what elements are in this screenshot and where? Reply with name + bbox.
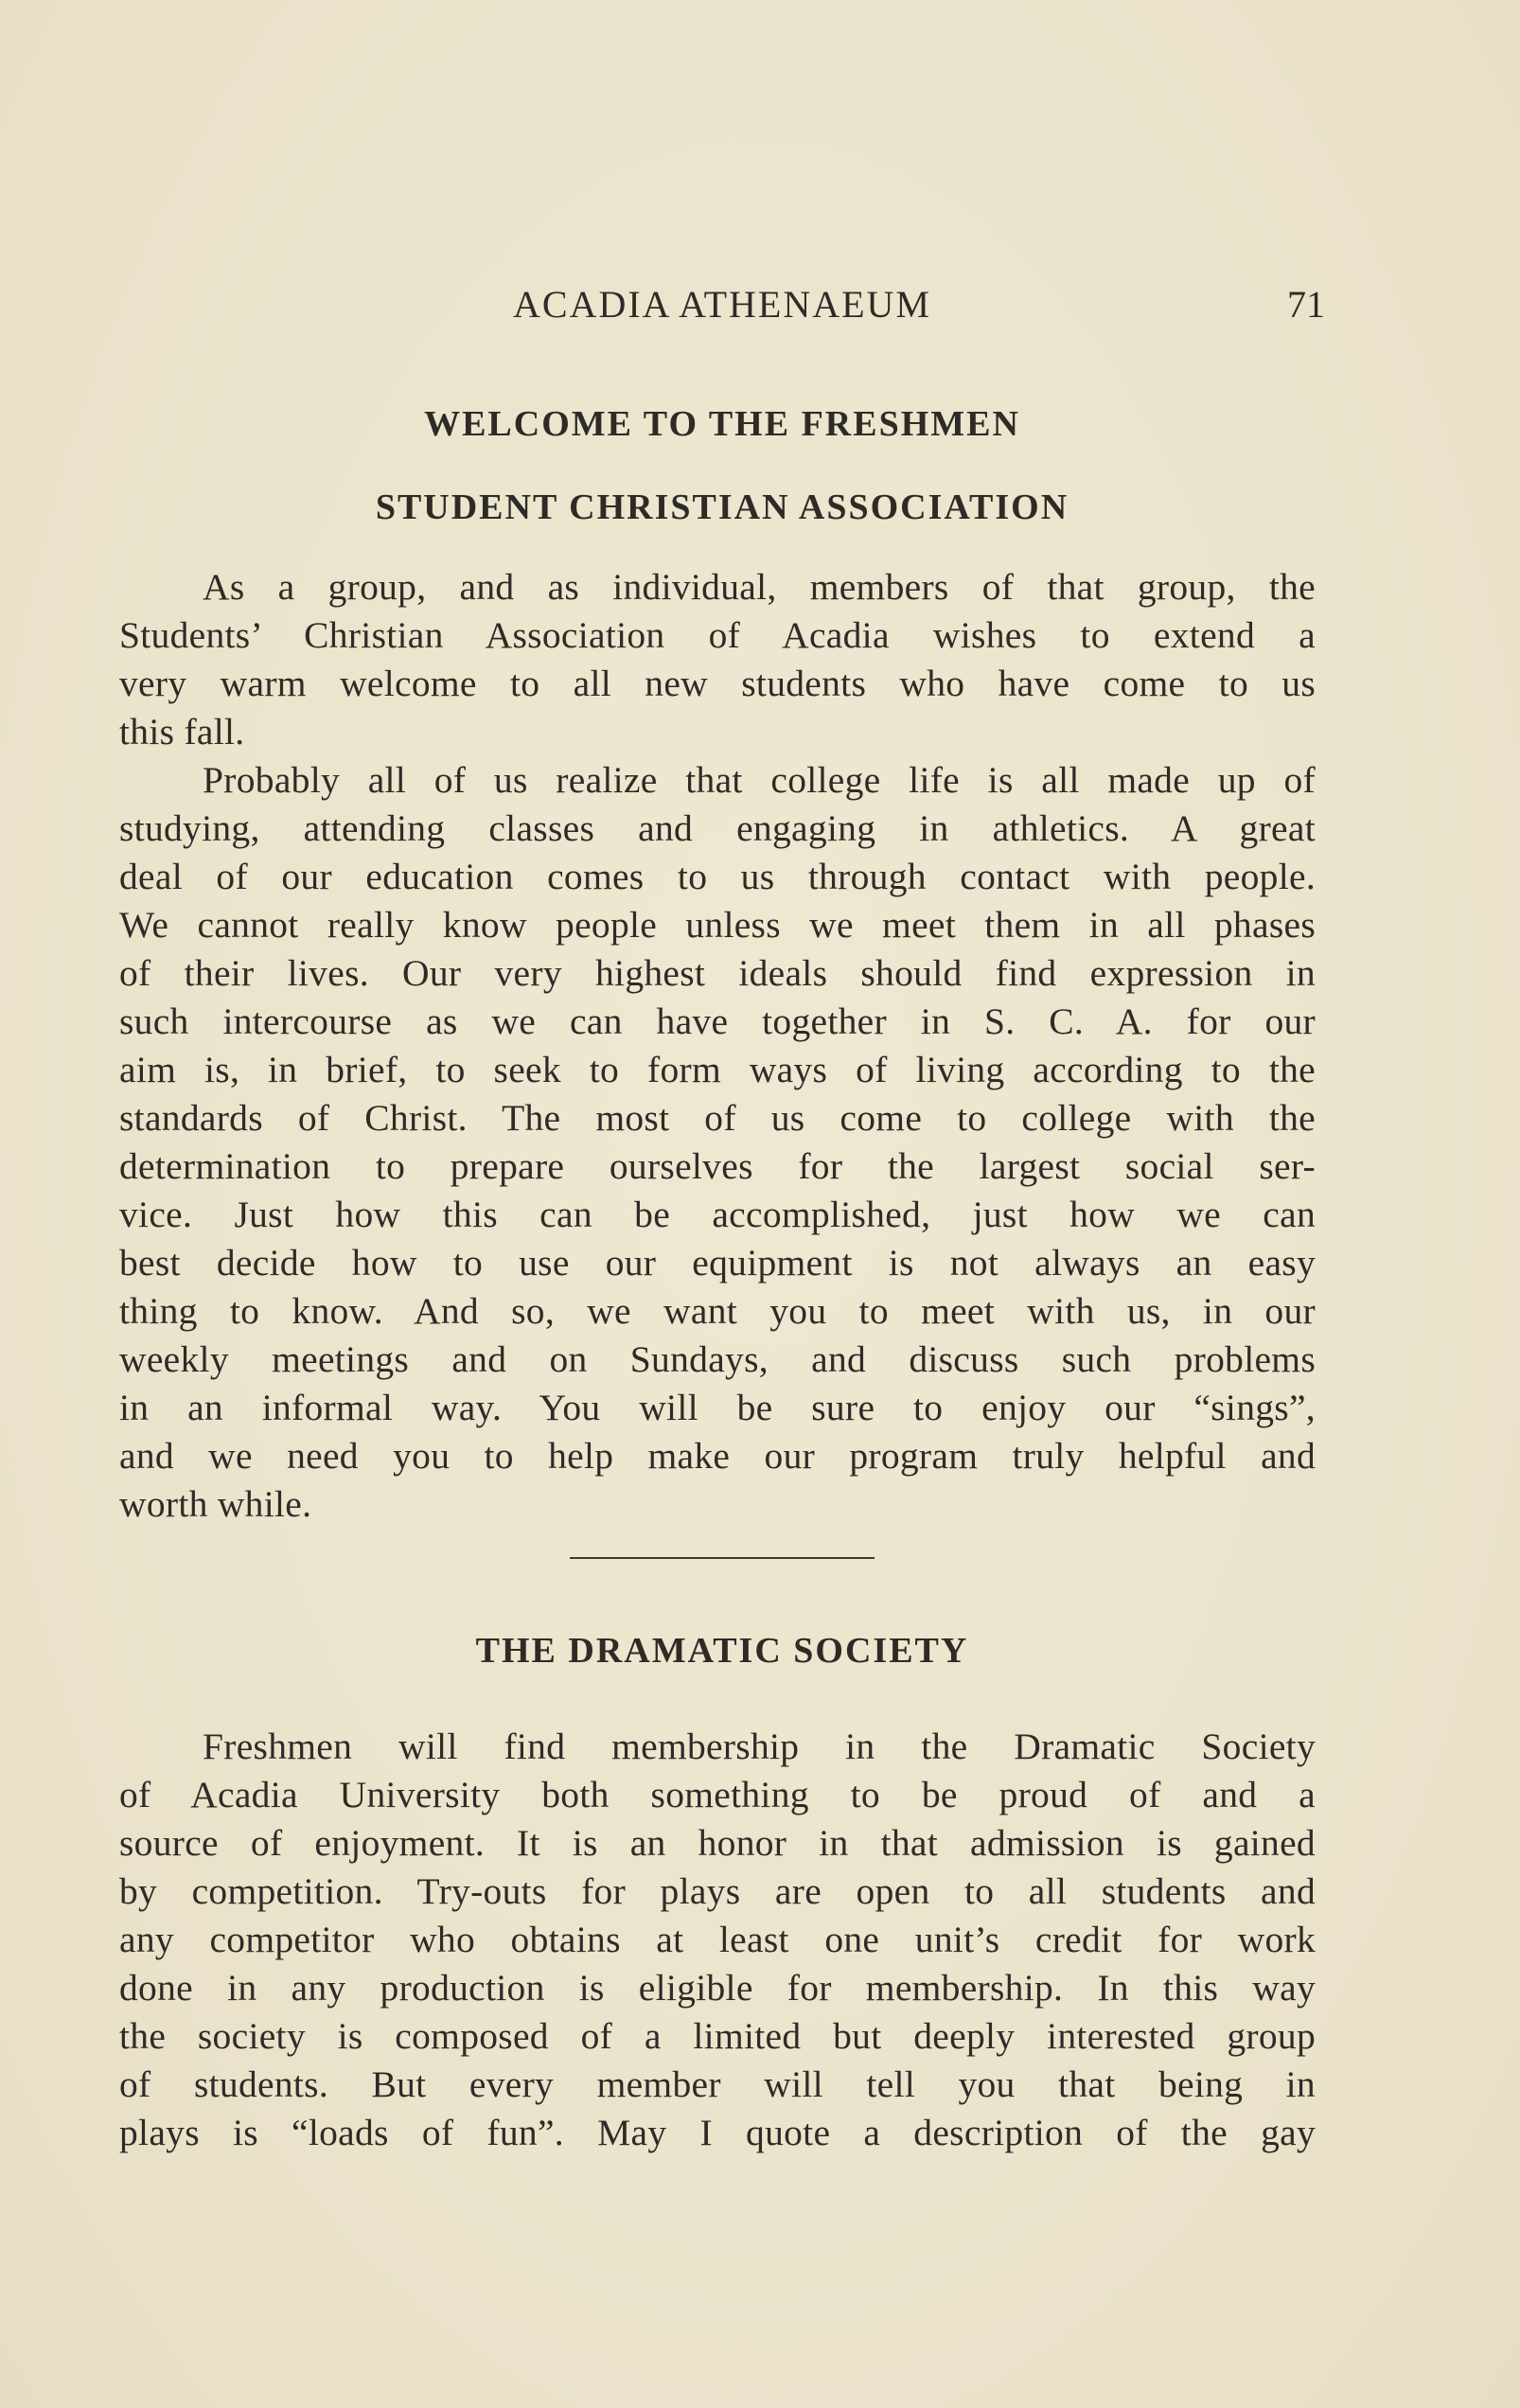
text-line: weekly meetings and on Sundays, and discuss such problems	[119, 1338, 1316, 1380]
text-line: the society is composed of a limited but deeply interested group	[119, 2015, 1316, 2057]
text-line: worth while.	[119, 1483, 312, 1525]
text-line: Freshmen will find membership in the Dramatic Society	[203, 1726, 1316, 1767]
running-header	[119, 280, 1325, 329]
journal-title: ACADIA ATHENAEUM	[513, 283, 931, 326]
text-line: Students’ Christian Association of Acadia wishes to extend a	[119, 614, 1316, 656]
text-line: this fall.	[119, 711, 245, 752]
text-line: aim is, in brief, to seek to form ways of living according to the	[119, 1049, 1316, 1090]
text-line: determination to prepare ourselves for the largest social ser-	[119, 1145, 1316, 1187]
dramatic-paragraph-1	[119, 1723, 1316, 2157]
sca-paragraph-2	[119, 756, 1316, 1529]
text-line: of their lives. Our very highest ideals should find expression in	[119, 952, 1316, 994]
text-line: Probably all of us realize that college life is all made up of	[203, 759, 1316, 801]
section-divider	[570, 1557, 875, 1559]
sca-heading-association: STUDENT CHRISTIAN ASSOCIATION	[375, 487, 1069, 527]
text-line: and we need you to help make our program truly helpful and	[119, 1435, 1316, 1477]
text-line: of students. But every member will tell you that being in	[119, 2063, 1316, 2105]
text-line: best decide how to use our equipment is not always an easy	[119, 1242, 1316, 1284]
text-line: any competitor who obtains at least one unit’s credit for work	[119, 1919, 1316, 1960]
text-line: done in any production is eligible for membership. In this way	[119, 1967, 1316, 2009]
text-line: vice. Just how this can be accomplished, just how we can	[119, 1194, 1316, 1235]
text-line: standards of Christ. The most of us come to college with the	[119, 1097, 1316, 1139]
dramatic-society-heading: THE DRAMATIC SOCIETY	[475, 1631, 969, 1671]
text-line: by competition. Try-outs for plays are open to all students and	[119, 1870, 1316, 1912]
sca-paragraph-1	[119, 563, 1316, 756]
text-line: deal of our education comes to us through contact with people.	[119, 856, 1316, 897]
text-line: source of enjoyment. It is an honor in that admission is gained	[119, 1822, 1316, 1864]
text-line: We cannot really know people unless we meet them in all phases	[119, 904, 1316, 946]
text-line: plays is “loads of fun”. May I quote a description of the gay	[119, 2112, 1316, 2153]
text-line: As a group, and as individual, members of that group, the	[203, 566, 1316, 608]
text-line: thing to know. And so, we want you to meet with us, in our	[119, 1290, 1316, 1332]
text-line: such intercourse as we can have together in S. C. A. for our	[119, 1000, 1316, 1042]
sca-heading-welcome: WELCOME TO THE FRESHMEN	[424, 404, 1020, 444]
text-line: in an informal way. You will be sure to enjoy our “sings”,	[119, 1387, 1316, 1428]
text-line: studying, attending classes and engaging in athletics. A great	[119, 807, 1316, 849]
text-line: of Acadia University both something to be proud of and a	[119, 1774, 1316, 1815]
page-number: 71	[1287, 283, 1325, 326]
text-line: very warm welcome to all new students who have come to us	[119, 663, 1316, 704]
